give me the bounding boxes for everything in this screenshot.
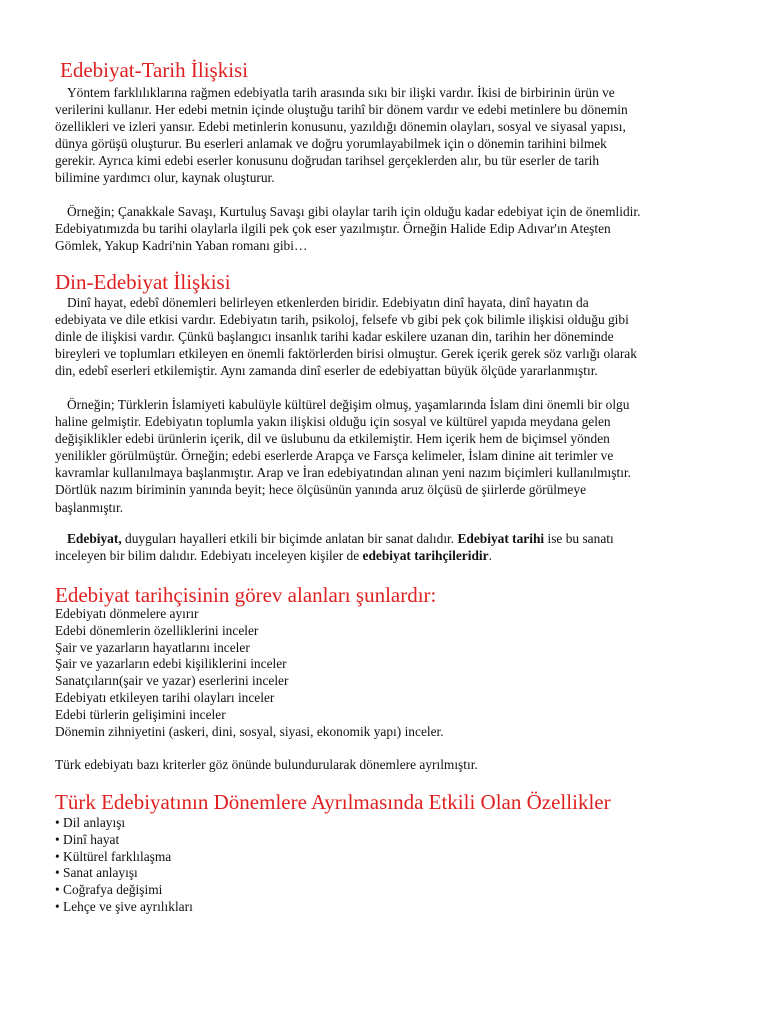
list-item: Şair ve yazarların hayatlarını inceler xyxy=(55,639,250,655)
list-item: • Sanat anlayışı xyxy=(55,865,138,881)
list-item: Dönemin zihniyetini (askeri, dini, sosyal, siyasi, ekonomik yapı) inceler. xyxy=(55,723,444,739)
text-line: dünya görüşü oluşturur. Bu eserleri anlamak ve doğru yorumlayabilmek için o dönemin tarihini bilmek xyxy=(55,136,607,152)
list-item: Sanatçıların(şair ve yazar) eserlerini inceler xyxy=(55,673,289,689)
text-line: Dörtlük nazım biriminin yanında beyit; hece ölçüsünün yanında aruz ölçüsü de şiirlerde görülmeye xyxy=(55,482,587,498)
heading-edebiyat-tarih: Edebiyat-Tarih İlişkisi xyxy=(60,58,249,82)
task-list xyxy=(55,606,444,740)
text-line: yenilikler görülmüştür. Örneğin; edebi eserlerde Arapça ve Farsça kelimeler, İslam dinine ait terimler ve xyxy=(55,448,614,464)
list-item: • Dil anlayışı xyxy=(55,815,126,830)
bold-term: Edebiyat, xyxy=(67,531,122,546)
text-line: değişiklikler edebi ürünlerin içerik, dil ve üslubunu da etkilemiştir. Hem içerik hem de biçimsel yönden xyxy=(55,431,610,447)
text-line: verilerini kullanır. Her edebi metnin içinde oluştuğu tarihî bir dönem vardır ve edebi metinlere bu dönemin xyxy=(55,102,628,118)
bold-term: Edebiyat tarihi xyxy=(457,531,545,546)
list-item: • Dinî hayat xyxy=(55,831,120,847)
text-line: gerekir. Ayrıca kimi edebi eserler konusunu doğrudan tarihsel gerçeklerden alır, bu tür eserler de tarih xyxy=(55,153,600,169)
text-line: dinle de ilişkisi vardır. Çünkü başlangıcı insanlık tarihi kadar eskilere uzanan din, tarihin her döneminde xyxy=(55,329,614,345)
text-line: Gömlek, Yakup Kadri'nin Yaban romanı gibi… xyxy=(55,238,308,254)
list-item: • Kültürel farklılaşma xyxy=(55,848,172,864)
paragraph-edebiyat-tanim xyxy=(55,530,735,564)
text-line xyxy=(55,547,735,564)
text-line: Dinî hayat, edebî dönemleri belirleyen etkenlerden biridir. Edebiyatın dinî hayata, dinî hayatın da xyxy=(67,295,589,310)
text-line: Örneğin; Çanakkale Savaşı, Kurtuluş Savaşı gibi olaylar tarih için olduğu kadar edebiyat için de önemlidir. xyxy=(67,204,641,219)
text-line: özellikleri ve izleri yansır. Edebi metinlerin konusunu, yazıldığı dönemin olayları, sosyal ve siyasal yapısı, xyxy=(55,119,626,135)
heading-gorev-alanlari: Edebiyat tarihçisinin görev alanları şunlardır: xyxy=(55,583,437,607)
text-span: . xyxy=(488,548,492,564)
text-span: ise bu sanatı xyxy=(544,531,614,546)
paragraph-edebiyat-tarih-1 xyxy=(55,84,735,187)
text-span: inceleyen bir bilim dalıdır. Edebiyatı inceleyen kişiler de xyxy=(55,548,363,564)
text-line: Örneğin; Türklerin İslamiyeti kabulüyle kültürel değişim olmuş, yaşamlarında İslam dini önemli bir olgu xyxy=(67,397,630,412)
list-item: • Lehçe ve şive ayrılıkları xyxy=(55,898,193,914)
bold-term: edebiyat tarihçileridir xyxy=(362,548,489,564)
list-item: Edebi türlerin gelişimini inceler xyxy=(55,706,226,722)
heading-donem-ozellikleri: Türk Edebiyatının Dönemlere Ayrılmasında Etkili Olan Özellikler xyxy=(55,790,611,814)
text-line xyxy=(55,530,735,547)
text-line: din, edebî eserleri etkilemiştir. Aynı zamanda dinî eserler de edebiyattan büyük ölçüde yararlanmıştır. xyxy=(55,363,598,379)
text-line: Türk edebiyatı bazı kriterler göz önünde bulundurularak dönemlere ayrılmıştır. xyxy=(55,757,478,772)
text-line: bilimine yardımcı olur, kaynak oluşturur. xyxy=(55,170,275,186)
text-line: başlanmıştır. xyxy=(55,499,124,515)
list-item: Şair ve yazarların edebi kişiliklerini inceler xyxy=(55,656,287,672)
note-paragraph xyxy=(55,757,478,774)
paragraph-din-edebiyat-1 xyxy=(55,294,735,379)
text-span: duyguları hayalleri etkili bir biçimde anlatan bir sanat dalıdır. xyxy=(121,531,458,546)
paragraph-din-edebiyat-2 xyxy=(55,396,735,516)
text-line: bireyleri ve toplumları etkileyen en önemli faktörlerden birisi olmuştur. Gerek içerik gerek söz varlığı olarak xyxy=(55,346,637,362)
text-line: kavramlar kullanılmaya başlanmıştır. Arap ve İran edebiyatından alınan yeni nazım biçimleri kullanılmıştır. xyxy=(55,465,631,481)
list-item: • Coğrafya değişimi xyxy=(55,882,163,898)
text-line: haline gelmiştir. Edebiyatın toplumla yakın ilişkisi olduğu için sosyal ve kültürel yapıda meydana gelen xyxy=(55,414,611,430)
text-line: Yöntem farklılıklarına rağmen edebiyatla tarih arasında sıkı bir ilişki vardır. İkisi de birbirinin ürün ve xyxy=(67,85,615,100)
text-line: Edebiyatımızda bu tarihi olaylarla ilgili pek çok eser yazılmıştır. Örneğin Halide Edip Adıvar'ın Ateşten xyxy=(55,221,611,237)
paragraph-edebiyat-tarih-2 xyxy=(55,203,735,254)
text-line: edebiyata ve dile etkisi vardır. Edebiyatın tarih, psikoloj, felsefe vb gibi pek çok bilimle ilişkisi olduğu gibi xyxy=(55,312,629,328)
list-item: Edebi dönemlerin özelliklerini inceler xyxy=(55,622,259,638)
heading-din-edebiyat: Din-Edebiyat İlişkisi xyxy=(55,270,231,294)
feature-list xyxy=(55,815,193,916)
list-item: Edebiyatı dönmelere ayırır xyxy=(55,606,199,621)
list-item: Edebiyatı etkileyen tarihi olayları inceler xyxy=(55,689,275,705)
